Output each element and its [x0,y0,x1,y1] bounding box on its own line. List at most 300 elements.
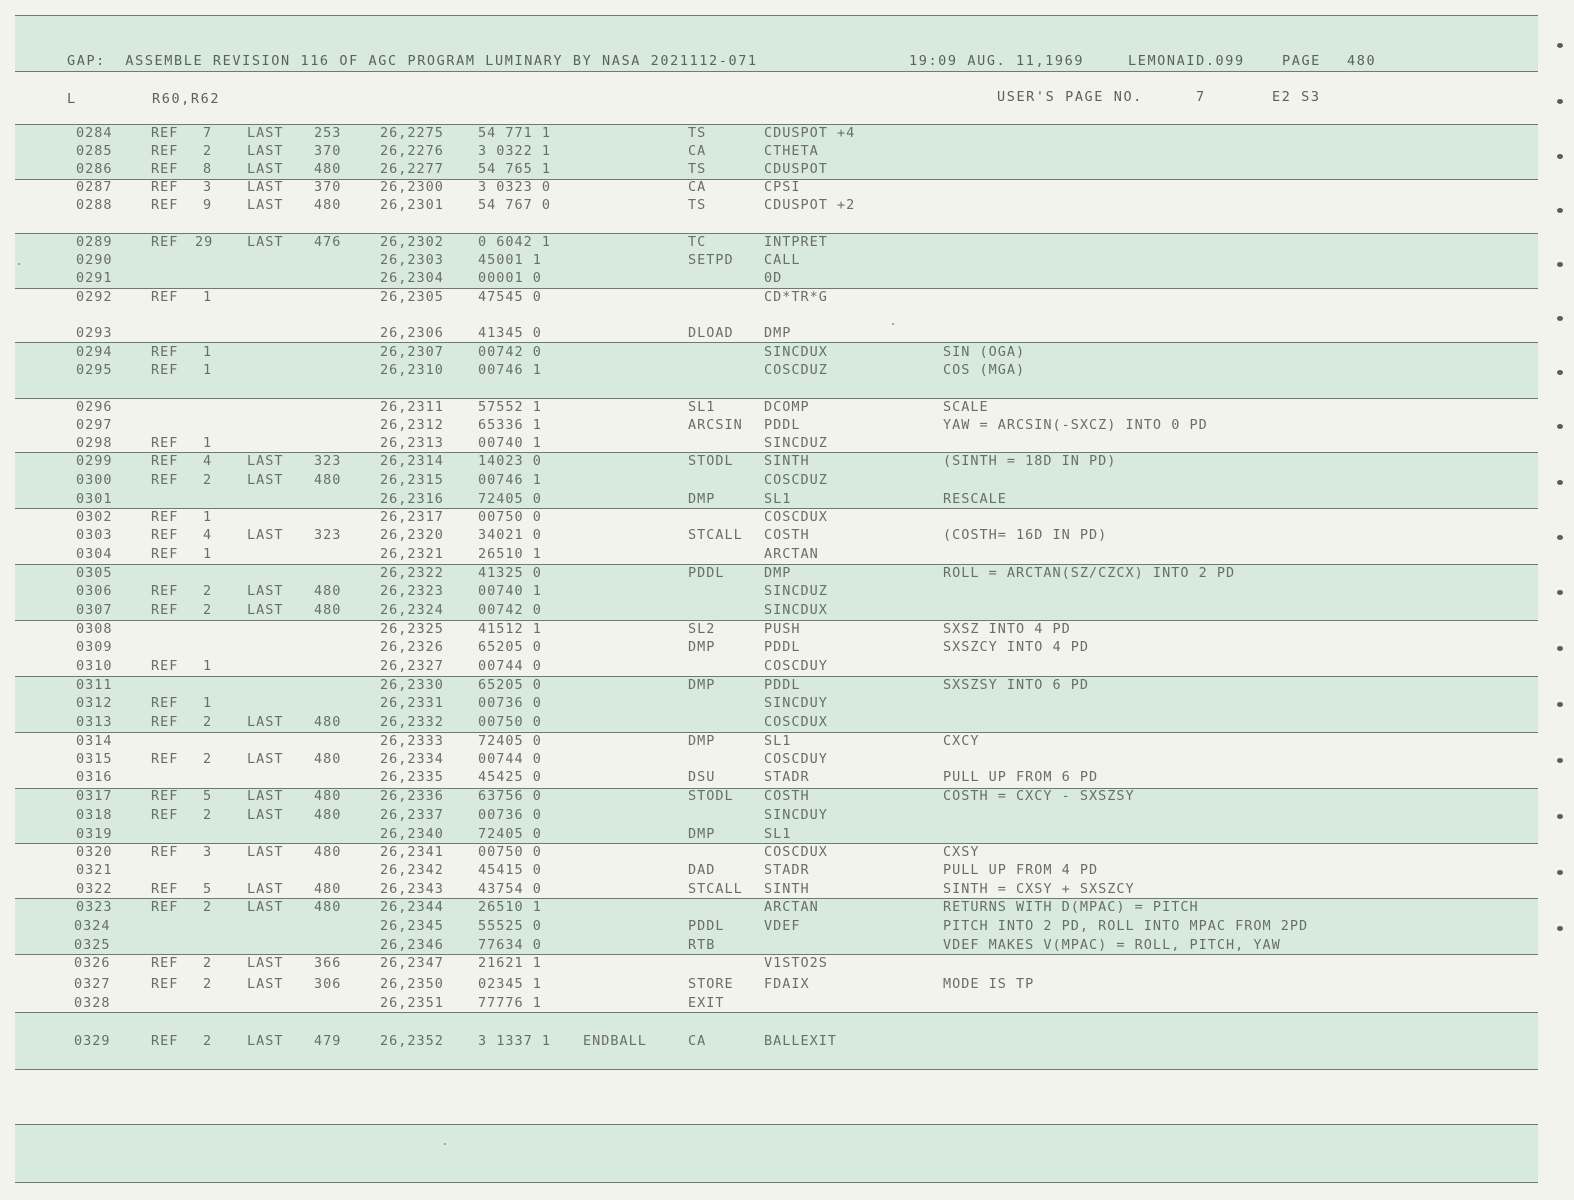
octal-word: 00750 0 [478,844,542,860]
ref-count: 29 [195,234,214,250]
octal-word: 00744 0 [478,751,542,767]
line-number: 0302 [76,509,113,525]
line-number: 0320 [76,844,113,860]
operand: VDEF [764,918,801,934]
operand: SINCDUX [764,344,828,360]
address: 26,2312 [380,417,444,433]
opcode: DMP [688,491,716,507]
address: 26,2336 [380,788,444,804]
operand: CD*TR*G [764,289,828,305]
opcode: DMP [688,677,716,693]
ref-count: 4 [203,527,213,543]
address: 26,2276 [380,143,444,159]
operand: DMP [764,325,792,341]
opcode: PDDL [688,918,725,934]
octal-word: 45001 1 [478,252,542,268]
opcode: STODL [688,453,734,469]
address: 26,2335 [380,769,444,785]
octal-word: 00750 0 [478,509,542,525]
ref-count: 2 [203,472,213,488]
operand: SINCDUY [764,695,828,711]
address: 26,2321 [380,546,444,562]
octal-word: 34021 0 [478,527,542,543]
octal-word: 3 1337 1 [478,1033,552,1049]
ref-tag: REF [151,751,179,767]
ref-count: 8 [203,161,213,177]
green-band [15,1124,1538,1182]
ref-count: 1 [203,546,213,562]
operand: COSCDUX [764,714,828,730]
address: 26,2352 [380,1033,444,1049]
ref-count: 2 [203,602,213,618]
last-ref: 253 [314,125,342,141]
listing-row [0,124,1574,142]
address: 26,2334 [380,751,444,767]
comment: PULL UP FROM 6 PD [943,769,1099,785]
listing-row [0,508,1574,526]
ref-tag: REF [151,695,179,711]
opcode: CA [688,143,707,159]
octal-word: 00740 1 [478,583,542,599]
address: 26,2304 [380,270,444,286]
listing-row [0,343,1574,361]
ref-count: 1 [203,695,213,711]
octal-word: 77634 0 [478,937,542,953]
listing-row [0,545,1574,563]
opcode: DMP [688,639,716,655]
octal-word: 41512 1 [478,621,542,637]
octal-word: 00742 0 [478,344,542,360]
last-ref: 480 [314,807,342,823]
operand: COSCDUY [764,658,828,674]
last-ref: 480 [314,788,342,804]
user-page-label: USER'S PAGE NO. [997,89,1143,105]
address: 26,2333 [380,733,444,749]
octal-word: 65205 0 [478,677,542,693]
ref-tag: REF [151,714,179,730]
listing-row [0,732,1574,750]
octal-word: 72405 0 [478,733,542,749]
listing-row [0,582,1574,600]
ref-count: 2 [203,714,213,730]
ref-count: 3 [203,179,213,195]
operand: COSTH [764,788,810,804]
address: 26,2347 [380,955,444,971]
line-number: 0296 [76,399,113,415]
last-ref: 480 [314,844,342,860]
line-number: 0300 [76,472,113,488]
last-ref: 480 [314,714,342,730]
ref-tag: REF [151,234,179,250]
opcode: ARCSIN [688,417,743,433]
last-tag: LAST [247,899,284,915]
ref-count: 5 [203,788,213,804]
ref-tag: REF [151,1033,179,1049]
listing-row [0,288,1574,306]
listing-title: GAP: ASSEMBLE REVISION 116 OF AGC PROGRAM LUMINARY BY NASA 2021112-071 [67,53,758,69]
octal-word: 00744 0 [478,658,542,674]
line-number: 0322 [76,881,113,897]
operand: ARCTAN [764,546,819,562]
last-tag: LAST [247,751,284,767]
octal-word: 41345 0 [478,325,542,341]
ref-count: 1 [203,658,213,674]
line-number: 0306 [76,583,113,599]
listing-row [0,471,1574,489]
opcode: EXIT [688,995,725,1011]
symbol-label: ENDBALL [583,1033,647,1049]
opcode: DLOAD [688,325,734,341]
address: 26,2351 [380,995,444,1011]
ref-tag: REF [151,899,179,915]
ref-count: 2 [203,143,213,159]
address: 26,2342 [380,862,444,878]
last-ref: 480 [314,197,342,213]
ref-count: 2 [203,899,213,915]
listing-row [0,269,1574,287]
octal-word: 54 767 0 [478,197,552,213]
listing-timestamp: 19:09 AUG. 11,1969 [909,53,1085,69]
listing-row [0,233,1574,251]
address: 26,2311 [380,399,444,415]
operand: COSCDUZ [764,472,828,488]
ref-count: 2 [203,955,213,971]
ref-tag: REF [151,546,179,562]
address: 26,2350 [380,976,444,992]
line-number: 0327 [74,976,111,992]
address: 26,2341 [380,844,444,860]
last-ref: 479 [314,1033,342,1049]
operand: SINCDUY [764,807,828,823]
line-number: 0295 [76,362,113,378]
operand: V1STO2S [764,955,828,971]
address: 26,2315 [380,472,444,488]
ref-tag: REF [151,125,179,141]
last-tag: LAST [247,602,284,618]
listing-row [0,750,1574,768]
comment: PITCH INTO 2 PD, ROLL INTO MPAC FROM 2PD [943,918,1309,934]
listing-row [0,825,1574,843]
listing-row [0,142,1574,160]
address: 26,2303 [380,252,444,268]
octal-word: 02345 1 [478,976,542,992]
operand: SINTH [764,453,810,469]
opcode: STCALL [688,881,743,897]
line-number: 0316 [76,769,113,785]
ref-count: 2 [203,976,213,992]
ref-tag: REF [151,602,179,618]
octal-word: 00746 1 [478,472,542,488]
address: 26,2326 [380,639,444,655]
listing-row [0,416,1574,434]
opcode: RTB [688,937,716,953]
operand: COSCDUX [764,844,828,860]
line-number: 0297 [76,417,113,433]
tractor-hole [1557,316,1563,321]
ref-tag: REF [151,344,179,360]
address: 26,2306 [380,325,444,341]
last-tag: LAST [247,1033,284,1049]
listing-row [0,954,1574,972]
ref-tag: REF [151,807,179,823]
address: 26,2337 [380,807,444,823]
comment: RESCALE [943,491,1007,507]
ref-count: 2 [203,1033,213,1049]
operand: CDUSPOT +2 [764,197,856,213]
ref-count: 2 [203,583,213,599]
line-number: 0285 [76,143,113,159]
last-ref: 480 [314,881,342,897]
operand: PDDL [764,417,801,433]
opcode: TS [688,197,707,213]
comment: YAW = ARCSIN(-SXCZ) INTO 0 PD [943,417,1208,433]
operand: COSCDUZ [764,362,828,378]
ref-tag: REF [151,955,179,971]
listing-row [0,178,1574,196]
address: 26,2320 [380,527,444,543]
opcode: STCALL [688,527,743,543]
ref-count: 1 [203,435,213,451]
octal-word: 55525 0 [478,918,542,934]
listing-row [0,861,1574,879]
last-tag: LAST [247,955,284,971]
comment: PULL UP FROM 4 PD [943,862,1099,878]
line-number: 0287 [76,179,113,195]
listing-row [0,768,1574,786]
ref-tag: REF [151,583,179,599]
line-number: 0305 [76,565,113,581]
line-number: 0309 [76,639,113,655]
last-ref: 306 [314,976,342,992]
line-number: 0303 [76,527,113,543]
opcode: DMP [688,826,716,842]
address: 26,2327 [380,658,444,674]
last-tag: LAST [247,234,284,250]
address: 26,2323 [380,583,444,599]
listing-row [0,601,1574,619]
listing-row [0,806,1574,824]
address: 26,2313 [380,435,444,451]
listing-row [0,526,1574,544]
line-number: 0293 [76,325,113,341]
line-number: 0299 [76,453,113,469]
operand: SL1 [764,491,792,507]
line-number: 0323 [76,899,113,915]
last-tag: LAST [247,143,284,159]
octal-word: 57552 1 [478,399,542,415]
address: 26,2314 [380,453,444,469]
last-tag: LAST [247,881,284,897]
octal-word: 26510 1 [478,899,542,915]
operand: PDDL [764,639,801,655]
address: 26,2275 [380,125,444,141]
operand: SINCDUZ [764,435,828,451]
last-ref: 480 [314,583,342,599]
ref-tag: REF [151,658,179,674]
address: 26,2307 [380,344,444,360]
last-ref: 480 [314,899,342,915]
tractor-hole [1557,99,1563,104]
comment: SXSZSY INTO 6 PD [943,677,1090,693]
last-tag: LAST [247,161,284,177]
last-tag: LAST [247,453,284,469]
line-number: 0286 [76,161,113,177]
comment: MODE IS TP [943,976,1035,992]
line-number: 0290 [76,252,113,268]
comment: SIN (OGA) [943,344,1026,360]
ref-count: 1 [203,344,213,360]
octal-word: 65205 0 [478,639,542,655]
comment: SXSZCY INTO 4 PD [943,639,1090,655]
last-ref: 480 [314,161,342,177]
listing-row [0,880,1574,898]
octal-word: 43754 0 [478,881,542,897]
octal-word: 0 6042 1 [478,234,552,250]
last-tag: LAST [247,844,284,860]
address: 26,2300 [380,179,444,195]
ref-tag: REF [151,197,179,213]
address: 26,2325 [380,621,444,637]
last-tag: LAST [247,197,284,213]
line-number: 0317 [76,788,113,804]
ref-count: 3 [203,844,213,860]
listing-row [0,361,1574,379]
last-ref: 480 [314,472,342,488]
comment: RETURNS WITH D(MPAC) = PITCH [943,899,1199,915]
listing-row [0,1032,1574,1050]
comment: ROLL = ARCTAN(SZ/CZCX) INTO 2 PD [943,565,1236,581]
line-number: 0328 [74,995,111,1011]
ref-count: 5 [203,881,213,897]
last-ref: 370 [314,179,342,195]
listing-row [0,434,1574,452]
address: 26,2330 [380,677,444,693]
operand: CALL [764,252,801,268]
line-number: 0288 [76,197,113,213]
address: 26,2340 [380,826,444,842]
ref-tag: REF [151,143,179,159]
section-name: R60,R62 [152,91,221,107]
line-number: 0325 [74,937,111,953]
opcode: CA [688,1033,707,1049]
comment: CXCY [943,733,980,749]
operand: COSCDUY [764,751,828,767]
page-label: PAGE [1282,53,1321,69]
address: 26,2301 [380,197,444,213]
ref-tag: REF [151,509,179,525]
comment: SXSZ INTO 4 PD [943,621,1071,637]
page-number: 480 [1347,53,1377,69]
operand: STADR [764,769,810,785]
line-number: 0304 [76,546,113,562]
listing-row [0,490,1574,508]
line-number: 0313 [76,714,113,730]
octal-word: 41325 0 [478,565,542,581]
operand: CDUSPOT [764,161,828,177]
line-number: 0318 [76,807,113,823]
ref-tag: REF [151,362,179,378]
last-ref: 323 [314,453,342,469]
listing-row [0,917,1574,935]
operand: COSCDUX [764,509,828,525]
listing-row [0,994,1574,1012]
last-tag: LAST [247,583,284,599]
ref-tag: REF [151,179,179,195]
ref-count: 7 [203,125,213,141]
operand: CPSI [764,179,801,195]
octal-word: 00740 1 [478,435,542,451]
opcode: DSU [688,769,716,785]
last-tag: LAST [247,179,284,195]
listing-row [0,843,1574,861]
octal-word: 26510 1 [478,546,542,562]
line-number: 0321 [76,862,113,878]
last-ref: 366 [314,955,342,971]
operand: PUSH [764,621,801,637]
listing-row [0,676,1574,694]
opcode: SL1 [688,399,716,415]
ref-tag: REF [151,289,179,305]
listing-row [0,787,1574,805]
ref-tag: REF [151,788,179,804]
listing-row [0,657,1574,675]
octal-word: 14023 0 [478,453,542,469]
address: 26,2322 [380,565,444,581]
listing-row [0,638,1574,656]
operand: INTPRET [764,234,828,250]
line-number: 0291 [76,270,113,286]
line-number: 0324 [74,918,111,934]
operand: COSTH [764,527,810,543]
operand: SINCDUX [764,602,828,618]
comment: COSTH = CXCY - SXSZSY [943,788,1135,804]
ref-count: 9 [203,197,213,213]
operand: DMP [764,565,792,581]
ref-count: 4 [203,453,213,469]
line-number: 0310 [76,658,113,674]
address: 26,2345 [380,918,444,934]
ref-count: 1 [203,362,213,378]
octal-word: 00736 0 [478,695,542,711]
ref-count: 2 [203,807,213,823]
last-tag: LAST [247,472,284,488]
octal-word: 00746 1 [478,362,542,378]
comment: (SINTH = 18D IN PD) [943,453,1117,469]
last-ref: 480 [314,602,342,618]
operand: DCOMP [764,399,810,415]
line-number: 0298 [76,435,113,451]
ref-tag: REF [151,161,179,177]
octal-word: 00742 0 [478,602,542,618]
ref-count: 1 [203,509,213,525]
address: 26,2277 [380,161,444,177]
comment: COS (MGA) [943,362,1026,378]
operand: FDAIX [764,976,810,992]
octal-word: 63756 0 [478,788,542,804]
address: 26,2310 [380,362,444,378]
listing-row [0,975,1574,993]
address: 26,2302 [380,234,444,250]
address: 26,2332 [380,714,444,730]
listing-row [0,898,1574,916]
opcode: TS [688,161,707,177]
ref-tag: REF [151,881,179,897]
listing-row [0,160,1574,178]
address: 26,2317 [380,509,444,525]
listing-row [0,564,1574,582]
comment: CXSY [943,844,980,860]
user-page-number: 7 [1196,89,1206,105]
